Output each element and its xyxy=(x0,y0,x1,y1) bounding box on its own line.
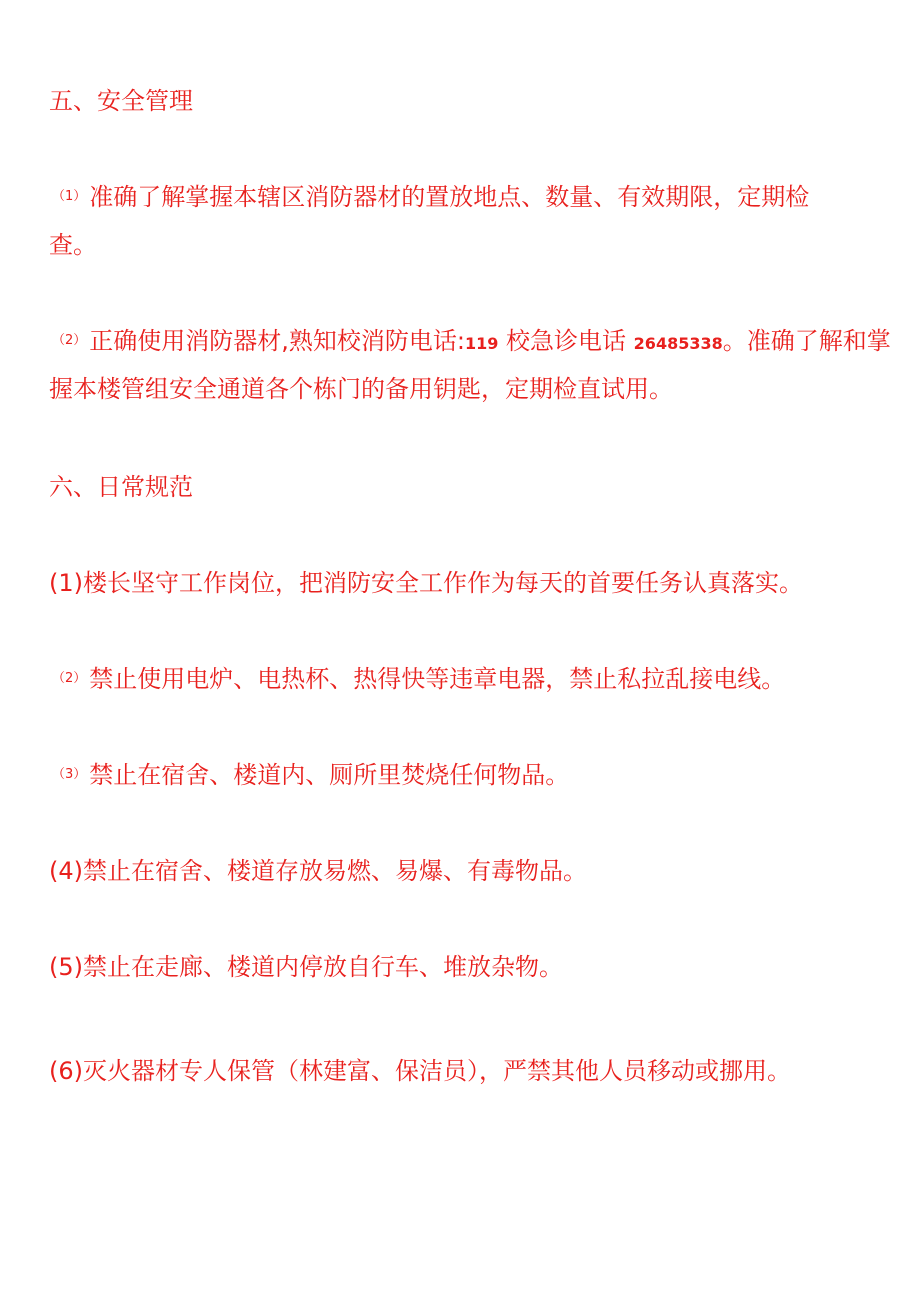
item-marker: (4) xyxy=(49,857,83,885)
item-marker: (1) xyxy=(49,569,83,597)
section-5-item-1-line-1: （1） 准确了解掌握本辖区消防器材的置放地点、数量、有效期限，定期检 xyxy=(49,182,809,213)
item-marker: （2） xyxy=(52,333,87,348)
emergency-phone-number: 26485338 xyxy=(633,334,723,353)
section-6-item-4: (4)禁止在宿舍、楼道存放易燃、易爆、有毒物品。 xyxy=(49,857,587,885)
section-5-title: 五、安全管理 xyxy=(49,87,193,115)
section-6-title: 六、日常规范 xyxy=(49,473,193,501)
item-marker: (6) xyxy=(49,1057,83,1085)
section-5-item-1-line-2: 查。 xyxy=(49,231,97,259)
section-5-item-2-line-1: （2） 正确使用消防器材,熟知校消防电话:119 校急诊电话 26485338。准确了解和掌 xyxy=(49,326,891,359)
item-marker: （2） xyxy=(52,671,87,686)
section-6-item-5: (5)禁止在走廊、楼道内停放自行车、堆放杂物。 xyxy=(49,953,563,981)
section-5-item-2-line-2: 握本楼管组安全通道各个栋门的备用钥匙，定期检直试用。 xyxy=(49,375,673,403)
item-marker: （1） xyxy=(52,189,87,204)
section-6-item-3: （3） 禁止在宿舍、楼道内、厕所里焚烧任何物品。 xyxy=(49,760,569,791)
section-6-item-6: (6)灭火器材专人保管（林建富、保洁员），严禁其他人员移动或挪用。 xyxy=(49,1057,791,1085)
section-6-item-2: （2） 禁止使用电炉、电热杯、热得快等违章电器，禁止私拉乱接电线。 xyxy=(49,664,785,695)
item-marker: （3） xyxy=(52,767,87,782)
item-marker: (5) xyxy=(49,953,83,981)
section-6-item-1: (1)楼长坚守工作岗位，把消防安全工作作为每天的首要任务认真落实。 xyxy=(49,569,803,597)
fire-phone-number: 119 xyxy=(465,334,499,353)
